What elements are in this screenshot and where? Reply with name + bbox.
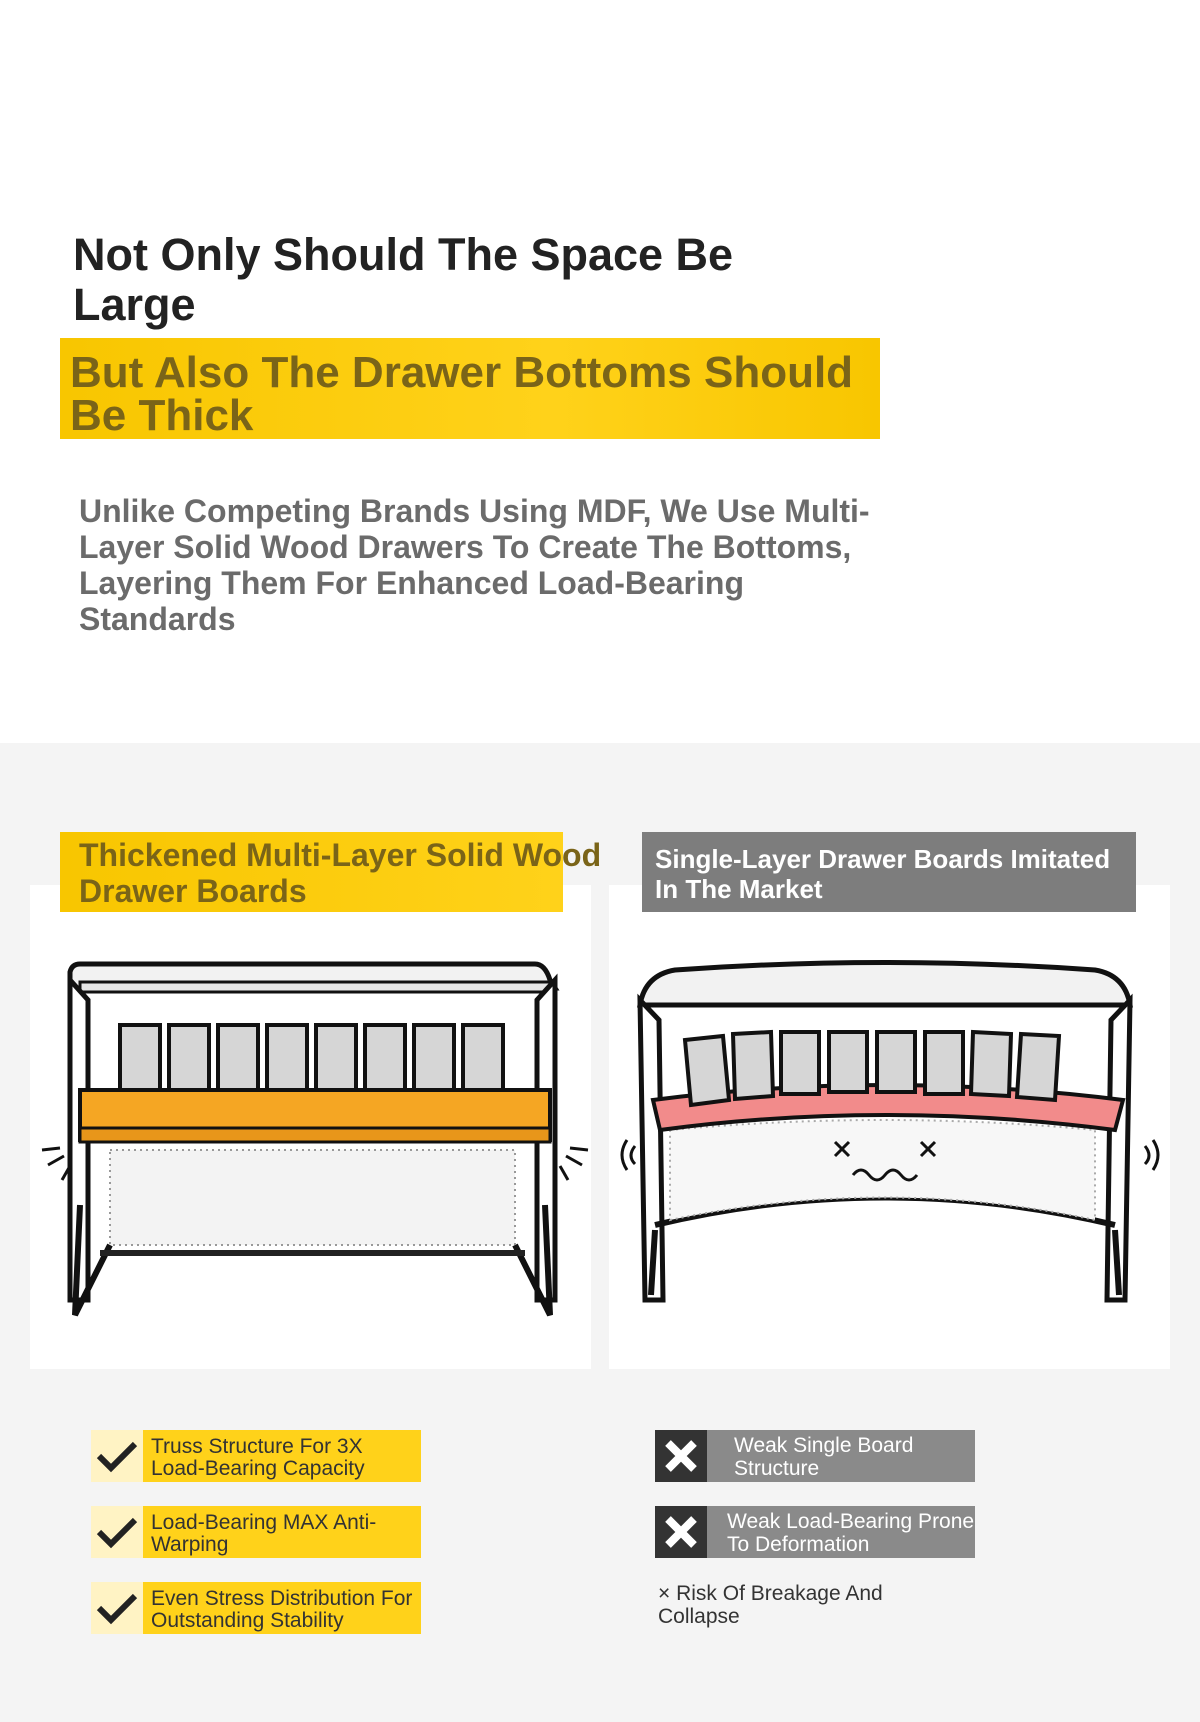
check-icon: [91, 1506, 143, 1558]
bad-title: Single-Layer Drawer Boards Imitated In The Market: [655, 844, 1111, 904]
risk-note: × Risk Of Breakage And Collapse: [658, 1582, 883, 1628]
highlight-text: But Also The Drawer Bottoms Should Be Thick: [70, 348, 854, 440]
headline: Not Only Should The Space Be Large: [73, 229, 734, 330]
x-icon: [655, 1430, 707, 1482]
solid-drawer-illustration: [40, 960, 590, 1330]
good-feature-text: Truss Structure For 3X Load-Bearing Capacity: [151, 1435, 365, 1480]
good-title: Thickened Multi-Layer Solid Wood Drawer Boards: [79, 837, 602, 909]
bad-feature-text: Weak Load-Bearing Prone To Deformation: [727, 1510, 975, 1556]
check-icon: [91, 1430, 143, 1482]
good-feature-text: Even Stress Distribution For Outstanding Stability: [151, 1587, 413, 1632]
x-icon: [655, 1506, 707, 1558]
intro-text: Unlike Competing Brands Using MDF, We Use Multi-Layer Solid Wood Drawers To Create The Bottoms, Layering Them For Enhanced Load-Bearing Standards: [79, 493, 870, 637]
single-layer-drawer-illustration: [615, 960, 1165, 1330]
good-feature-text: Load-Bearing MAX Anti-Warping: [151, 1511, 377, 1556]
check-icon: [91, 1582, 143, 1634]
bad-feature-text: Weak Single Board Structure: [734, 1434, 914, 1480]
